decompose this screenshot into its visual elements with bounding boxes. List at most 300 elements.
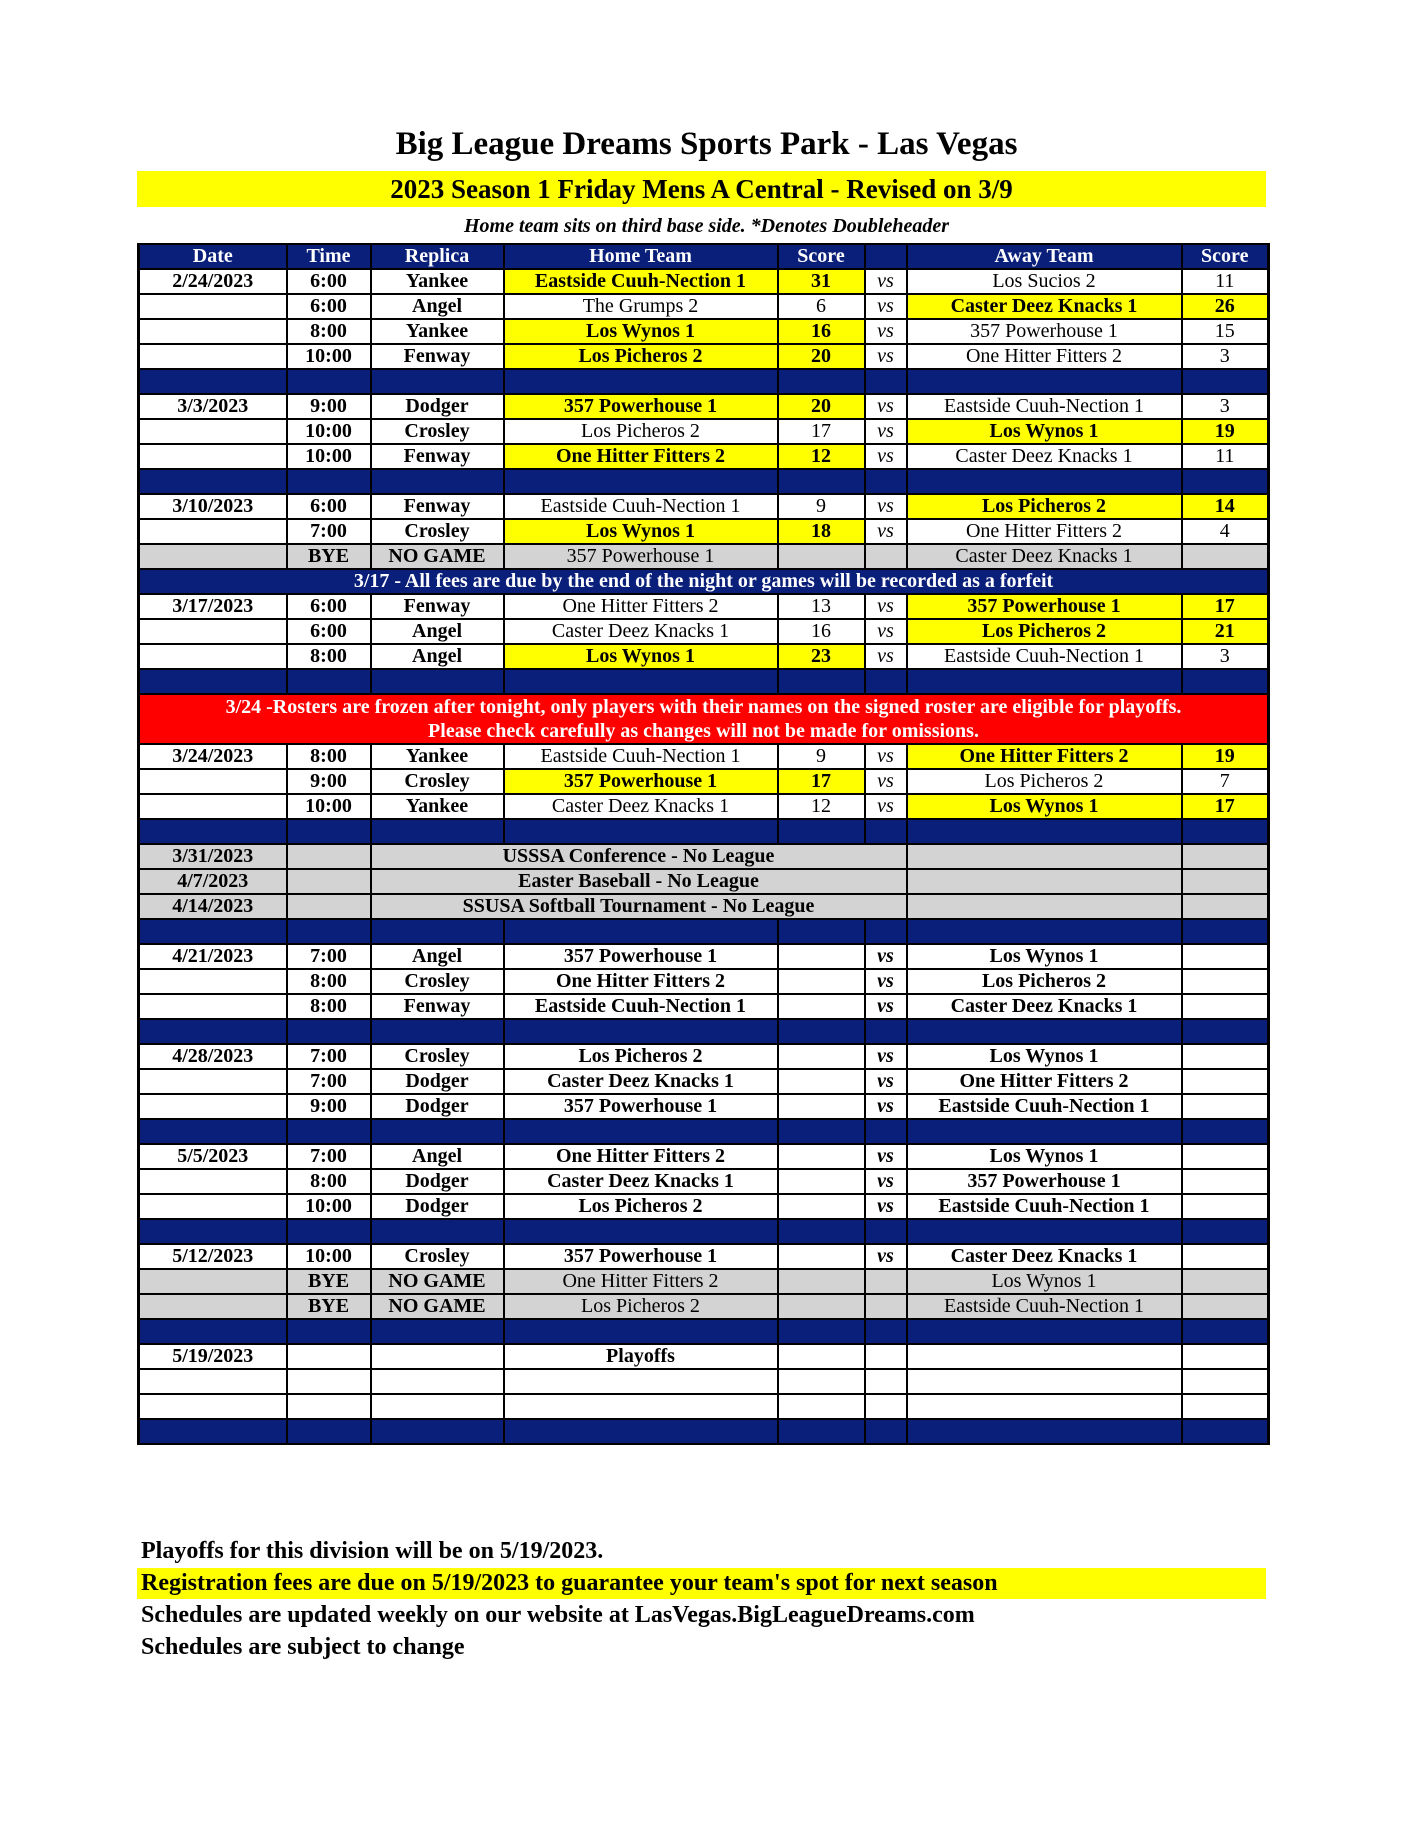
away-team-cell: Los Picheros 2: [907, 619, 1182, 644]
home-team-cell: 357 Powerhouse 1: [504, 1244, 778, 1269]
separator-cell: [504, 1419, 778, 1444]
change-note: Schedules are subject to change: [141, 1634, 465, 1660]
header-vs: [865, 244, 907, 269]
separator-cell: [778, 369, 865, 394]
separator-cell: [865, 1419, 907, 1444]
separator-row: [139, 1319, 1269, 1344]
game-row: [139, 1094, 1269, 1119]
home-team-cell: 357 Powerhouse 1: [504, 769, 778, 794]
date-cell: [139, 1194, 287, 1219]
game-row: [139, 994, 1269, 1019]
separator-cell: [504, 1219, 778, 1244]
date-cell: [139, 619, 287, 644]
empty-cell: [907, 894, 1182, 919]
game-row: [139, 594, 1269, 619]
home-score-cell: [778, 1294, 865, 1319]
field-cell: [371, 1394, 504, 1419]
game-row: [139, 1344, 1269, 1369]
separator-row: [139, 469, 1269, 494]
separator-cell: [287, 1419, 371, 1444]
field-cell: NO GAME: [371, 544, 504, 569]
field-cell: [371, 1344, 504, 1369]
no-league-text: Easter Baseball - No League: [371, 869, 907, 894]
away-score-cell: 4: [1182, 519, 1269, 544]
home-score-cell: [778, 994, 865, 1019]
separator-cell: [778, 819, 865, 844]
vs-cell: [865, 1269, 907, 1294]
field-cell: Yankee: [371, 269, 504, 294]
home-team-cell: Los Picheros 2: [504, 1194, 778, 1219]
empty-cell: [907, 869, 1182, 894]
home-score-cell: 18: [778, 519, 865, 544]
separator-cell: [371, 1019, 504, 1044]
away-score-cell: 3: [1182, 644, 1269, 669]
date-cell: [139, 294, 287, 319]
separator-cell: [504, 1319, 778, 1344]
away-score-cell: 17: [1182, 594, 1269, 619]
date-cell: [139, 1094, 287, 1119]
game-row: [139, 1069, 1269, 1094]
away-team-cell: 357 Powerhouse 1: [907, 319, 1182, 344]
vs-cell: vs: [865, 969, 907, 994]
home-score-cell: 16: [778, 619, 865, 644]
vs-cell: vs: [865, 644, 907, 669]
separator-cell: [287, 819, 371, 844]
separator-cell: [1182, 1119, 1269, 1144]
empty-cell: [907, 844, 1182, 869]
header-home-score: Score: [778, 244, 865, 269]
no-league-row: [139, 894, 1269, 919]
away-score-cell: [1182, 1144, 1269, 1169]
separator-cell: [139, 1219, 287, 1244]
roster-alert-row: [139, 694, 1269, 744]
separator-cell: [1182, 1019, 1269, 1044]
away-team-cell: [907, 1394, 1182, 1419]
away-team-cell: Los Sucios 2: [907, 269, 1182, 294]
website-note: Schedules are updated weekly on our website at LasVegas.BigLeagueDreams.com: [141, 1602, 975, 1628]
time-cell: 8:00: [287, 644, 371, 669]
date-cell: 3/31/2023: [139, 844, 287, 869]
roster-alert-line2: Please check carefully as changes will not be made for omissions.: [428, 720, 979, 742]
game-row: [139, 394, 1269, 419]
home-score-cell: 12: [778, 794, 865, 819]
separator-cell: [907, 469, 1182, 494]
field-cell: [371, 1369, 504, 1394]
home-score-cell: [778, 1069, 865, 1094]
field-cell: Yankee: [371, 319, 504, 344]
separator-cell: [504, 669, 778, 694]
field-cell: Fenway: [371, 594, 504, 619]
header-row: [139, 244, 1269, 269]
time-cell: [287, 1369, 371, 1394]
date-cell: 5/12/2023: [139, 1244, 287, 1269]
away-score-cell: 11: [1182, 444, 1269, 469]
vs-cell: vs: [865, 519, 907, 544]
home-score-cell: 31: [778, 269, 865, 294]
separator-cell: [371, 1419, 504, 1444]
separator-row: [139, 669, 1269, 694]
away-score-cell: [1182, 1194, 1269, 1219]
time-cell: BYE: [287, 1269, 371, 1294]
schedule-body: [139, 269, 1269, 1444]
vs-cell: vs: [865, 1069, 907, 1094]
time-cell: 10:00: [287, 1194, 371, 1219]
game-row: [139, 1169, 1269, 1194]
date-cell: [139, 419, 287, 444]
away-score-cell: 7: [1182, 769, 1269, 794]
home-score-cell: [778, 1094, 865, 1119]
time-cell: 9:00: [287, 394, 371, 419]
date-cell: [139, 1069, 287, 1094]
home-team-cell: Los Picheros 2: [504, 344, 778, 369]
away-score-cell: [1182, 1044, 1269, 1069]
away-score-cell: 21: [1182, 619, 1269, 644]
away-score-cell: [1182, 1244, 1269, 1269]
game-row: [139, 269, 1269, 294]
fees-notice-row: [139, 569, 1269, 594]
time-cell: 6:00: [287, 269, 371, 294]
home-score-cell: 12: [778, 444, 865, 469]
home-score-cell: 23: [778, 644, 865, 669]
no-league-text: USSSA Conference - No League: [371, 844, 907, 869]
away-score-cell: [1182, 994, 1269, 1019]
away-score-cell: 3: [1182, 344, 1269, 369]
date-cell: 3/10/2023: [139, 494, 287, 519]
time-cell: 7:00: [287, 944, 371, 969]
date-cell: [139, 794, 287, 819]
away-team-cell: One Hitter Fitters 2: [907, 744, 1182, 769]
vs-cell: [865, 1369, 907, 1394]
separator-cell: [865, 1319, 907, 1344]
time-cell: BYE: [287, 544, 371, 569]
separator-cell: [371, 369, 504, 394]
time-cell: 10:00: [287, 794, 371, 819]
away-team-cell: Eastside Cuuh-Nection 1: [907, 1094, 1182, 1119]
away-team-cell: Caster Deez Knacks 1: [907, 544, 1182, 569]
vs-cell: vs: [865, 269, 907, 294]
game-row: [139, 744, 1269, 769]
home-score-cell: [778, 969, 865, 994]
home-team-cell: Caster Deez Knacks 1: [504, 794, 778, 819]
date-cell: 5/5/2023: [139, 1144, 287, 1169]
no-league-row: [139, 869, 1269, 894]
game-row: [139, 519, 1269, 544]
vs-cell: [865, 1344, 907, 1369]
away-team-cell: Caster Deez Knacks 1: [907, 1244, 1182, 1269]
empty-cell: [287, 894, 371, 919]
away-score-cell: 17: [1182, 794, 1269, 819]
home-team-cell: 357 Powerhouse 1: [504, 544, 778, 569]
game-row: [139, 794, 1269, 819]
vs-cell: vs: [865, 344, 907, 369]
away-team-cell: One Hitter Fitters 2: [907, 344, 1182, 369]
game-row: [139, 644, 1269, 669]
date-cell: 2/24/2023: [139, 269, 287, 294]
away-score-cell: 19: [1182, 744, 1269, 769]
away-team-cell: [907, 1344, 1182, 1369]
away-score-cell: [1182, 1369, 1269, 1394]
away-team-cell: 357 Powerhouse 1: [907, 594, 1182, 619]
separator-row: [139, 1119, 1269, 1144]
separator-cell: [865, 1219, 907, 1244]
game-row: [139, 969, 1269, 994]
home-score-cell: 6: [778, 294, 865, 319]
separator-cell: [371, 1219, 504, 1244]
separator-cell: [139, 1319, 287, 1344]
field-cell: Yankee: [371, 744, 504, 769]
separator-cell: [907, 1219, 1182, 1244]
time-cell: BYE: [287, 1294, 371, 1319]
home-team-cell: 357 Powerhouse 1: [504, 1094, 778, 1119]
separator-cell: [865, 1019, 907, 1044]
separator-cell: [907, 1419, 1182, 1444]
separator-cell: [1182, 1319, 1269, 1344]
time-cell: [287, 1394, 371, 1419]
separator-cell: [371, 469, 504, 494]
separator-row: [139, 1019, 1269, 1044]
home-score-cell: 20: [778, 344, 865, 369]
time-cell: 6:00: [287, 594, 371, 619]
away-score-cell: [1182, 1294, 1269, 1319]
away-team-cell: Los Picheros 2: [907, 769, 1182, 794]
separator-cell: [287, 669, 371, 694]
away-team-cell: Los Picheros 2: [907, 494, 1182, 519]
time-cell: 8:00: [287, 1169, 371, 1194]
game-row: [139, 444, 1269, 469]
separator-cell: [287, 1119, 371, 1144]
away-team-cell: Eastside Cuuh-Nection 1: [907, 1294, 1182, 1319]
separator-cell: [287, 369, 371, 394]
vs-cell: vs: [865, 294, 907, 319]
date-cell: [139, 1169, 287, 1194]
away-score-cell: [1182, 944, 1269, 969]
game-row: [139, 619, 1269, 644]
separator-cell: [778, 919, 865, 944]
separator-cell: [504, 469, 778, 494]
registration-note: Registration fees are due on 5/19/2023 to guarantee your team's spot for next season: [137, 1568, 1266, 1599]
game-row: [139, 344, 1269, 369]
field-cell: Dodger: [371, 1094, 504, 1119]
separator-cell: [139, 669, 287, 694]
home-score-cell: 9: [778, 494, 865, 519]
vs-cell: vs: [865, 1044, 907, 1069]
game-row: [139, 1044, 1269, 1069]
home-score-cell: [778, 944, 865, 969]
home-team-cell: Los Picheros 2: [504, 1294, 778, 1319]
separator-cell: [1182, 369, 1269, 394]
away-score-cell: 26: [1182, 294, 1269, 319]
vs-cell: vs: [865, 769, 907, 794]
separator-cell: [504, 369, 778, 394]
time-cell: [287, 1344, 371, 1369]
field-cell: Crosley: [371, 519, 504, 544]
away-team-cell: Eastside Cuuh-Nection 1: [907, 644, 1182, 669]
game-row: [139, 1144, 1269, 1169]
separator-cell: [139, 1119, 287, 1144]
separator-cell: [778, 669, 865, 694]
home-score-cell: 16: [778, 319, 865, 344]
time-cell: 10:00: [287, 1244, 371, 1269]
away-team-cell: Los Wynos 1: [907, 1144, 1182, 1169]
away-score-cell: [1182, 544, 1269, 569]
home-score-cell: [778, 1194, 865, 1219]
vs-cell: vs: [865, 594, 907, 619]
date-cell: [139, 1294, 287, 1319]
date-cell: [139, 969, 287, 994]
separator-cell: [1182, 919, 1269, 944]
field-cell: Angel: [371, 1144, 504, 1169]
away-score-cell: 14: [1182, 494, 1269, 519]
separator-cell: [287, 1019, 371, 1044]
separator-cell: [139, 819, 287, 844]
date-cell: 4/21/2023: [139, 944, 287, 969]
date-cell: [139, 994, 287, 1019]
date-cell: [139, 1269, 287, 1294]
date-cell: [139, 644, 287, 669]
header-away-score: Score: [1182, 244, 1269, 269]
home-team-note: Home team sits on third base side. *Denotes Doubleheader: [464, 215, 949, 237]
field-cell: Angel: [371, 294, 504, 319]
field-cell: Dodger: [371, 1069, 504, 1094]
vs-cell: vs: [865, 419, 907, 444]
date-cell: [139, 344, 287, 369]
away-team-cell: Caster Deez Knacks 1: [907, 994, 1182, 1019]
separator-cell: [287, 919, 371, 944]
notice-text: 3/17 - All fees are due by the end of the night or games will be recorded as a forfeit: [139, 569, 1269, 594]
game-row: [139, 1244, 1269, 1269]
game-row: [139, 419, 1269, 444]
time-cell: 7:00: [287, 1069, 371, 1094]
away-team-cell: 357 Powerhouse 1: [907, 1169, 1182, 1194]
separator-cell: [139, 919, 287, 944]
separator-cell: [1182, 669, 1269, 694]
time-cell: 10:00: [287, 419, 371, 444]
vs-cell: vs: [865, 1144, 907, 1169]
date-cell: 5/19/2023: [139, 1344, 287, 1369]
game-row: [139, 1369, 1269, 1394]
away-score-cell: 11: [1182, 269, 1269, 294]
separator-cell: [907, 669, 1182, 694]
separator-cell: [907, 1319, 1182, 1344]
separator-cell: [907, 819, 1182, 844]
away-team-cell: Eastside Cuuh-Nection 1: [907, 394, 1182, 419]
date-cell: 3/3/2023: [139, 394, 287, 419]
separator-cell: [865, 669, 907, 694]
time-cell: 6:00: [287, 494, 371, 519]
game-row: [139, 494, 1269, 519]
separator-cell: [778, 1319, 865, 1344]
date-cell: [139, 1369, 287, 1394]
away-team-cell: Caster Deez Knacks 1: [907, 444, 1182, 469]
separator-cell: [287, 469, 371, 494]
home-team-cell: 357 Powerhouse 1: [504, 394, 778, 419]
separator-cell: [865, 1119, 907, 1144]
home-team-cell: Los Wynos 1: [504, 644, 778, 669]
field-cell: Dodger: [371, 1194, 504, 1219]
empty-cell: [287, 844, 371, 869]
date-cell: [139, 769, 287, 794]
home-score-cell: [778, 1169, 865, 1194]
home-score-cell: [778, 1344, 865, 1369]
vs-cell: vs: [865, 1244, 907, 1269]
date-cell: [139, 319, 287, 344]
separator-cell: [907, 919, 1182, 944]
home-team-cell: Eastside Cuuh-Nection 1: [504, 269, 778, 294]
home-team-cell: Eastside Cuuh-Nection 1: [504, 494, 778, 519]
vs-cell: vs: [865, 444, 907, 469]
date-cell: 4/28/2023: [139, 1044, 287, 1069]
home-score-cell: [778, 1369, 865, 1394]
home-team-cell: One Hitter Fitters 2: [504, 1144, 778, 1169]
home-score-cell: [778, 544, 865, 569]
separator-cell: [371, 1319, 504, 1344]
time-cell: 6:00: [287, 619, 371, 644]
no-league-row: [139, 844, 1269, 869]
header-date: Date: [139, 244, 287, 269]
separator-cell: [139, 1019, 287, 1044]
game-row: [139, 944, 1269, 969]
separator-cell: [504, 919, 778, 944]
home-score-cell: 17: [778, 769, 865, 794]
home-team-cell: Caster Deez Knacks 1: [504, 1169, 778, 1194]
field-cell: Angel: [371, 944, 504, 969]
field-cell: Crosley: [371, 419, 504, 444]
separator-cell: [778, 1419, 865, 1444]
vs-cell: [865, 1394, 907, 1419]
separator-cell: [778, 1019, 865, 1044]
separator-row: [139, 919, 1269, 944]
away-team-cell: One Hitter Fitters 2: [907, 519, 1182, 544]
home-team-cell: Los Wynos 1: [504, 319, 778, 344]
separator-cell: [907, 1119, 1182, 1144]
away-score-cell: [1182, 1169, 1269, 1194]
separator-cell: [287, 1319, 371, 1344]
time-cell: 9:00: [287, 769, 371, 794]
separator-cell: [1182, 1219, 1269, 1244]
away-score-cell: 15: [1182, 319, 1269, 344]
separator-cell: [371, 819, 504, 844]
away-team-cell: Los Wynos 1: [907, 419, 1182, 444]
separator-cell: [865, 819, 907, 844]
schedule-table: [137, 243, 1270, 1445]
game-row: [139, 294, 1269, 319]
away-team-cell: Los Wynos 1: [907, 1269, 1182, 1294]
field-cell: Yankee: [371, 794, 504, 819]
time-cell: 10:00: [287, 344, 371, 369]
home-score-cell: [778, 1269, 865, 1294]
home-team-cell: The Grumps 2: [504, 294, 778, 319]
time-cell: 8:00: [287, 994, 371, 1019]
home-team-cell: One Hitter Fitters 2: [504, 1269, 778, 1294]
away-score-cell: [1182, 1269, 1269, 1294]
game-row: [139, 319, 1269, 344]
field-cell: Crosley: [371, 1244, 504, 1269]
time-cell: 8:00: [287, 319, 371, 344]
home-team-cell: Playoffs: [504, 1344, 778, 1369]
home-score-cell: [778, 1044, 865, 1069]
vs-cell: vs: [865, 319, 907, 344]
away-team-cell: Eastside Cuuh-Nection 1: [907, 1194, 1182, 1219]
home-score-cell: [778, 1144, 865, 1169]
bye-row: [139, 1269, 1269, 1294]
separator-cell: [139, 369, 287, 394]
date-cell: 4/14/2023: [139, 894, 287, 919]
home-team-cell: 357 Powerhouse 1: [504, 944, 778, 969]
date-cell: [139, 1394, 287, 1419]
separator-cell: [778, 1219, 865, 1244]
vs-cell: [865, 1294, 907, 1319]
away-team-cell: Los Picheros 2: [907, 969, 1182, 994]
